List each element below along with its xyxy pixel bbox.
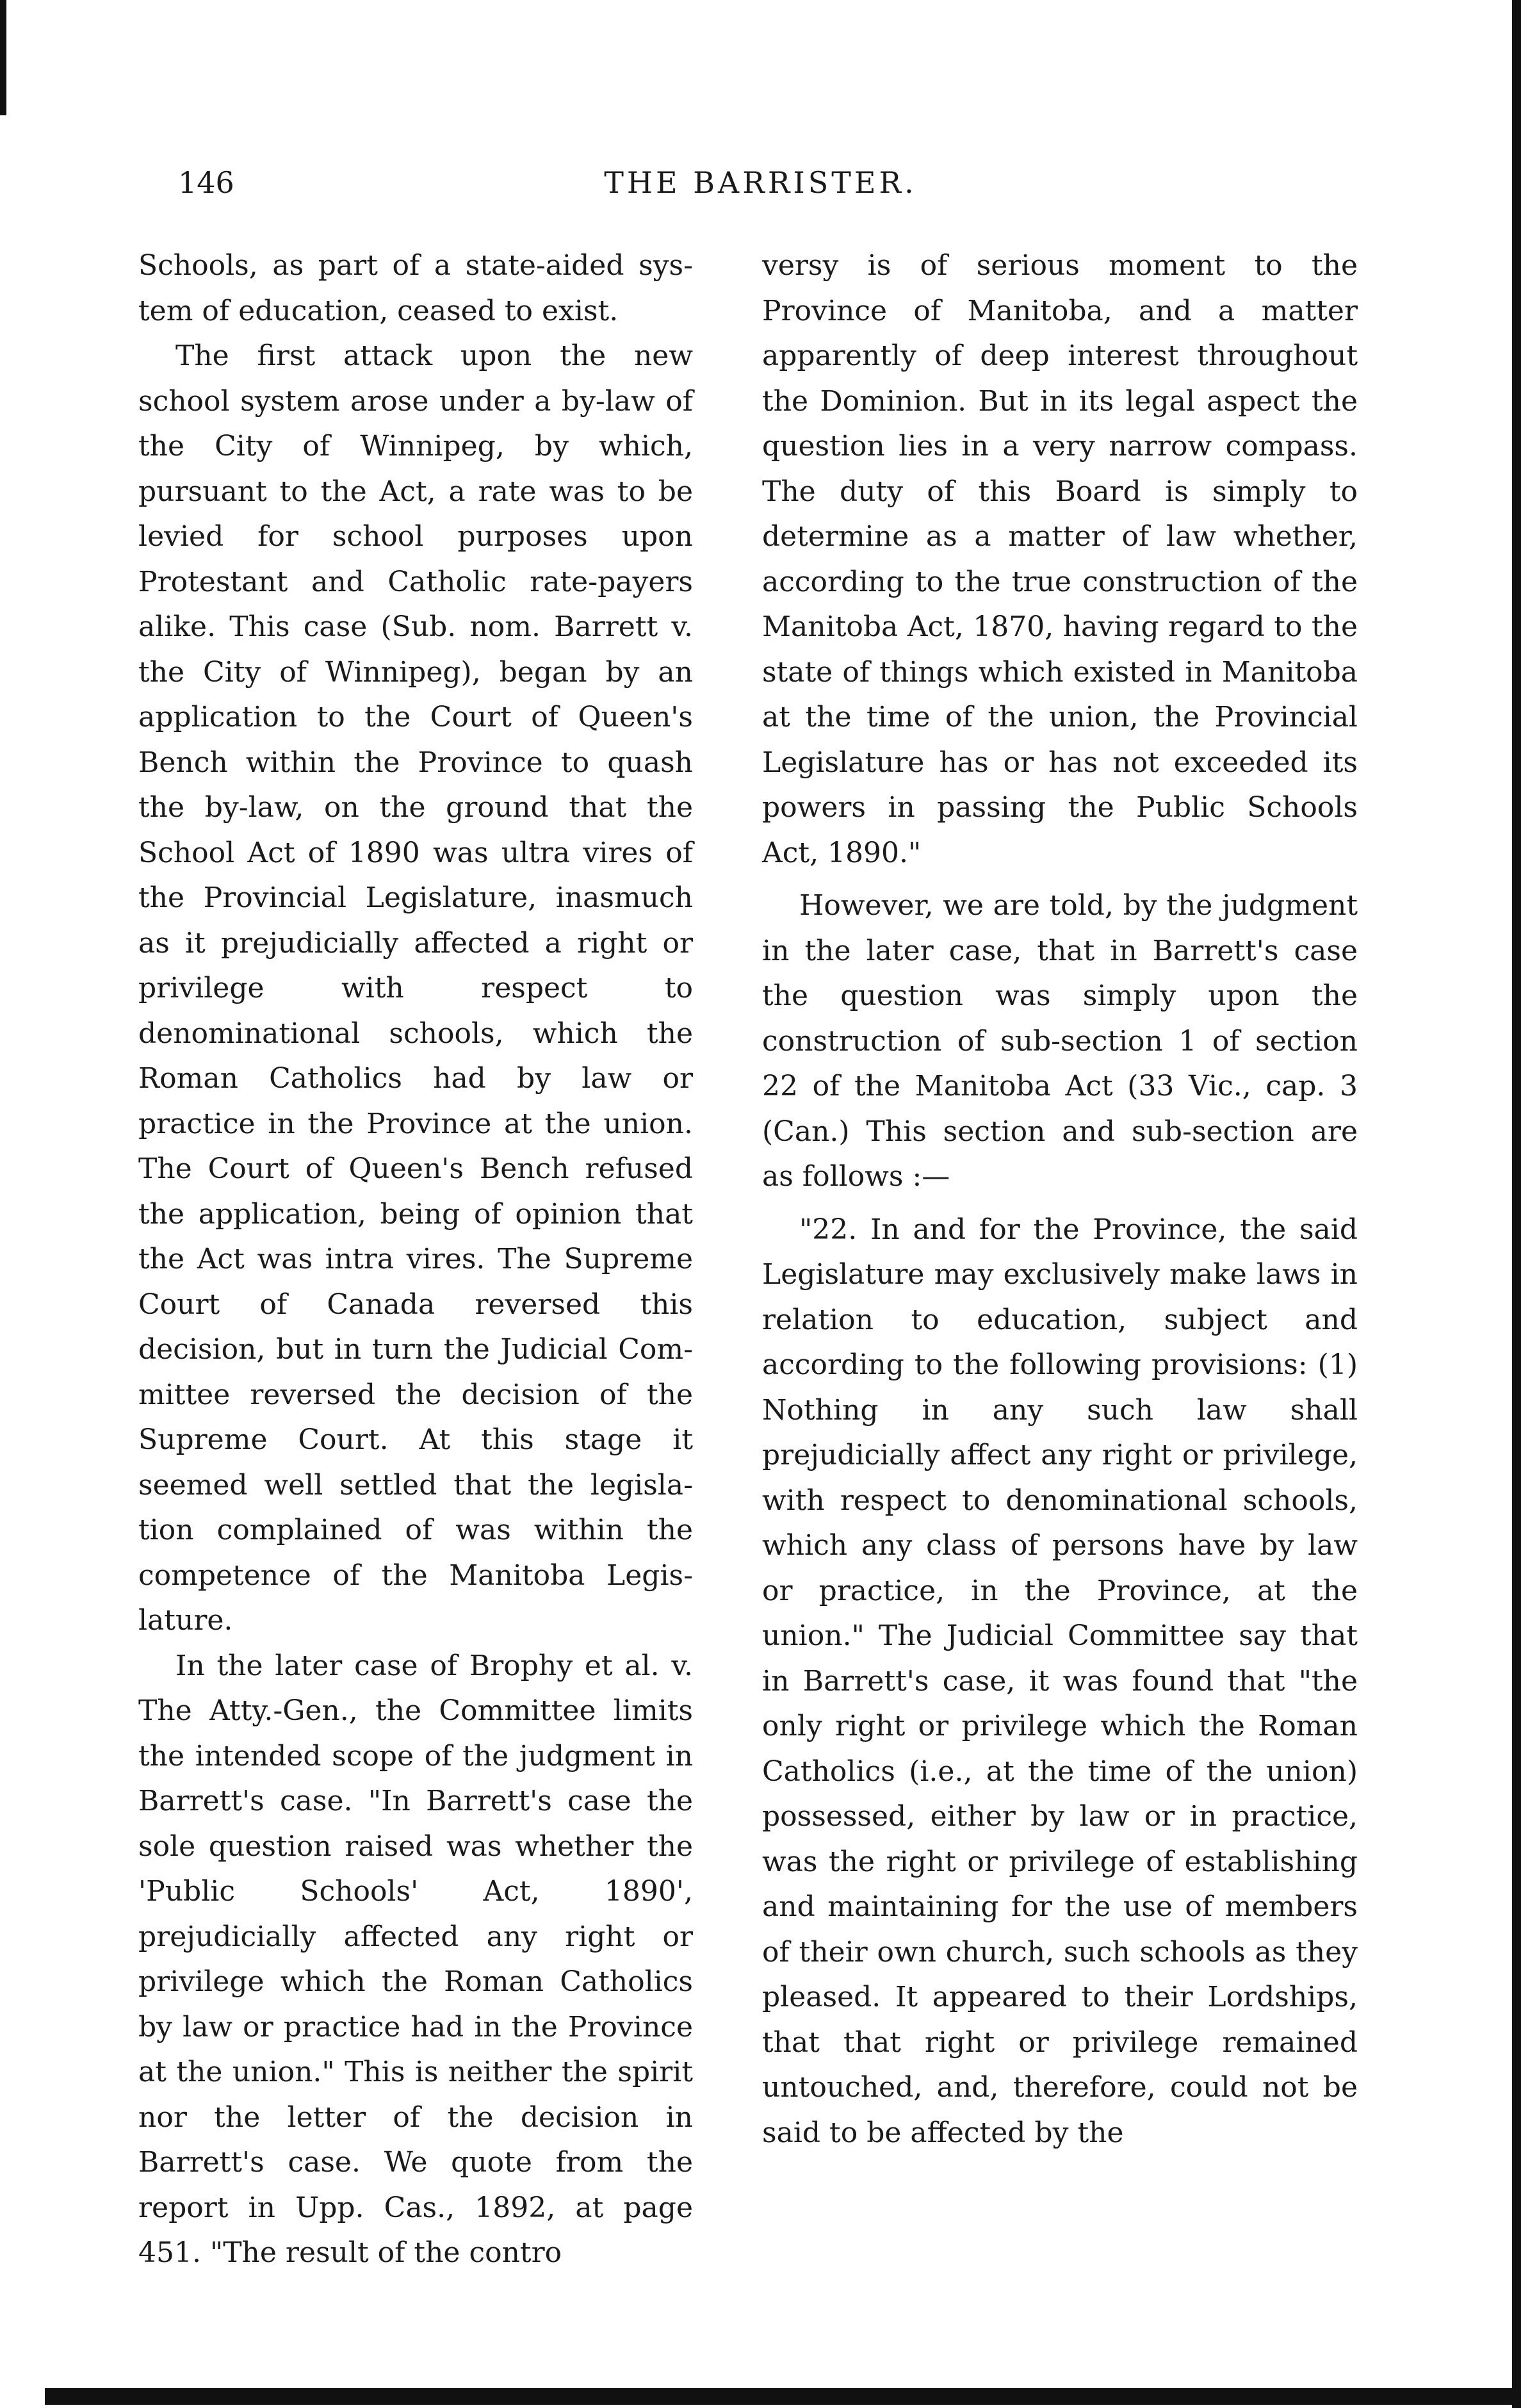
scan-right-edge bbox=[1512, 0, 1521, 2408]
left-paragraph-1: Schools, as part of a state-aided system of education, ceased to exist. bbox=[138, 249, 693, 327]
running-title: THE BARRISTER. bbox=[604, 165, 917, 200]
left-column bbox=[138, 243, 693, 2276]
right-paragraph-2: However, we are told, by the judgment in the later case, that in Barrett's case the question was simply upon the construction of sub-section 1 of section 22 of the Manitoba Act (33 Vic., cap. 3 (Can.) This section and sub-section are as follows :— bbox=[762, 889, 1358, 1193]
right-paragraph-1: versy is of serious moment to the Province of Manitoba, and a matter apparently of deep interest throughout the Dominion. But in its legal aspect the question lies in a very narrow compass. The duty of this Board is simply to determine as a matter of law whether, according to the true construction of the Manitoba Act, 1870, having regard to the state of things which existed in Manitoba at the time of the union, the Provincial Legislature has or has not exceeded its powers in passing the Public Schools Act, 1890." bbox=[762, 249, 1358, 869]
bottom-scan-rule bbox=[45, 2388, 1521, 2405]
left-paragraph-3: In the later case of Brophy et al. v. The Atty.-Gen., the Committee limits the intended scope of the judgment in Barrett's case. "In Barrett's case the sole question raised was whether the 'Public Schools' Act, 1890', prejudicially affected any right or privilege which the Roman Catholics by law or practice had in the Province at the union." This is neither the spirit nor the letter of the decision in Barrett's case. We quote from the report in Upp. Cas., 1892, at page 451. "The result of the contro bbox=[138, 1649, 693, 2269]
scan-left-edge bbox=[0, 0, 6, 115]
page-number: 146 bbox=[178, 165, 234, 200]
right-column bbox=[762, 243, 1358, 2156]
right-paragraph-3: "22. In and for the Province, the said Legislature may exclusively make laws in relation to education, subject and according to the following provisions: (1) Nothing in any such law shall prejudicially affect any right or privilege, with respect to denominational schools, which any class of persons have by law or practice, in the Province, at the union." The Judicial Committee say that in Barrett's case, it was found that "the only right or privilege which the Roman Catholics (i.e., at the time of the union) possessed, either by law or in practice, was the right or privilege of establishing and maintaining for the use of members of their own church, such schools as they pleased. It appeared to their Lordships, that that right or privilege remained untouched, and, therefore, could not be said to be affected by the bbox=[762, 1213, 1358, 2149]
left-paragraph-2: The first attack upon the new school system arose under a by-law of the City of Winnipeg, by which, pursuant to the Act, a rate was to be levied for school purposes upon Protestant and Catholic rate-payers alike. This case (Sub. nom. Barrett v. the City of Winnipeg), began by an application to the Court of Queen's Bench within the Province to quash the by-law, on the ground that the School Act of 1890 was ultra vires of the Provincial Legislature, inasmuch as it prejudicially affected a right or privilege with respect to denominational schools, which the Roman Catholics had by law or practice in the Province at the union. The Court of Queen's Bench refused the application, being of opinion that the Act was intra vires. The Supreme Court of Canada reversed this decision, but in turn the Judicial Committee reversed the decision of the Supreme Court. At this stage it seemed well settled that the legislation complained of was within the competence of the Manitoba Legislature. bbox=[138, 340, 693, 1637]
